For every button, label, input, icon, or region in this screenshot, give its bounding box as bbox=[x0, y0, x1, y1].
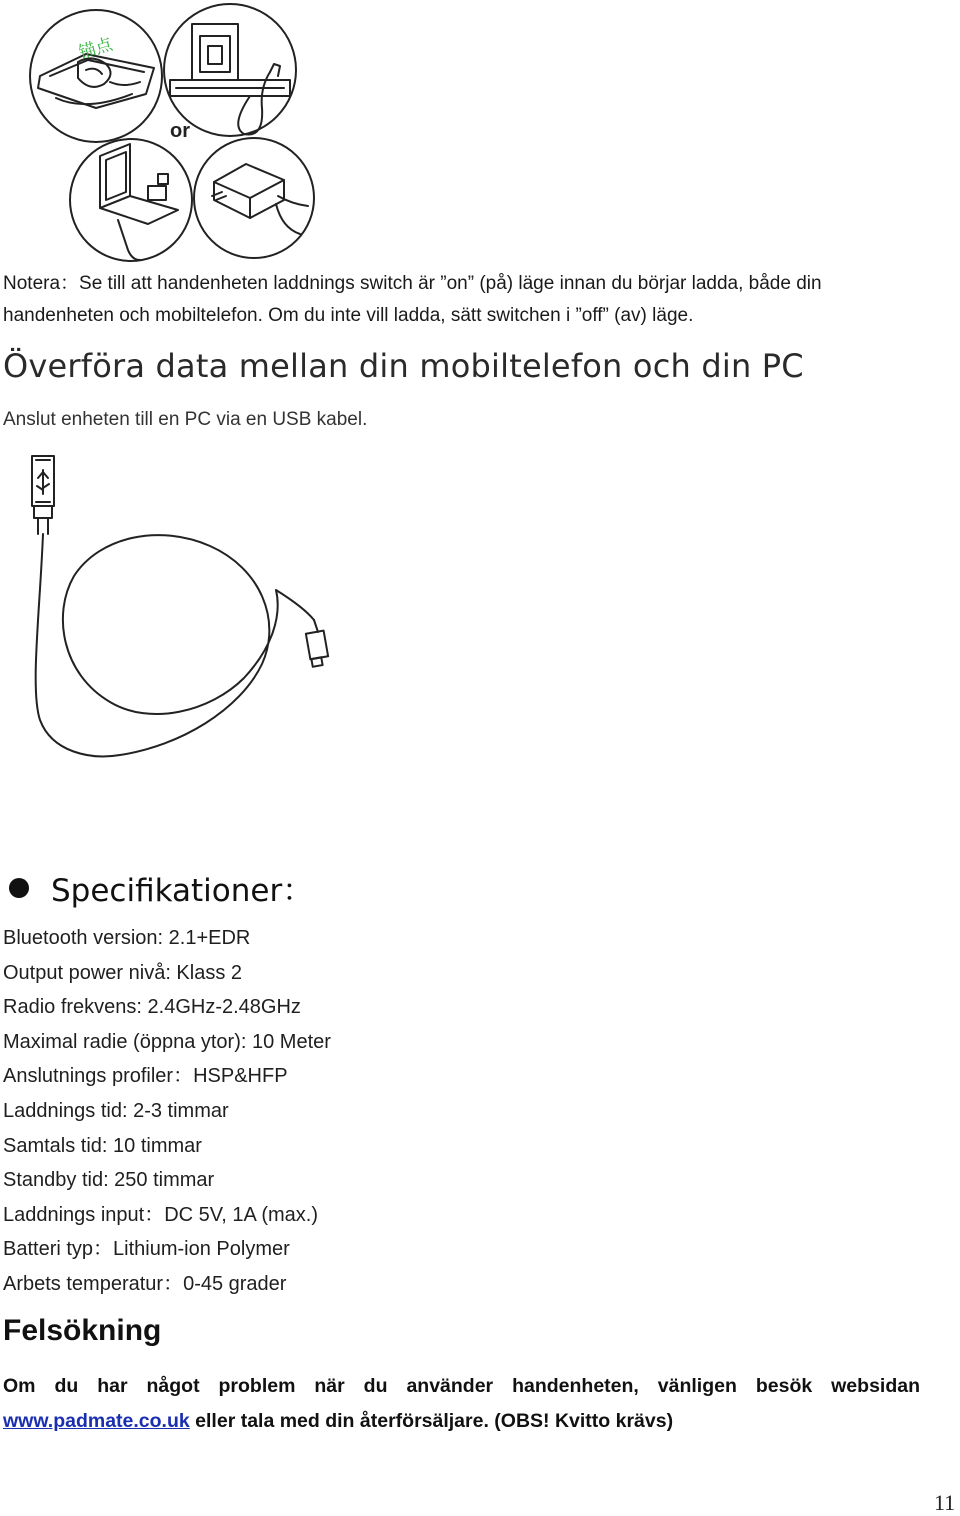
specifications-list bbox=[3, 921, 331, 1302]
spec-item: Output power nivå: Klass 2 bbox=[3, 961, 243, 984]
specifications-title: Specifikationer： bbox=[51, 873, 314, 909]
specifications-heading bbox=[3, 865, 313, 910]
spec-item: Arbets temperatur：0-45 grader bbox=[3, 1272, 287, 1295]
spec-item: Laddnings tid: 2-3 timmar bbox=[3, 1099, 229, 1122]
bullet-icon bbox=[9, 878, 29, 898]
anchor-stamp: 锚点 bbox=[76, 34, 115, 64]
spec-item: Anslutnings profiler：HSP&HFP bbox=[3, 1065, 288, 1088]
transfer-instruction: Anslut enheten till en PC via en USB kabel. bbox=[3, 409, 368, 430]
spec-item: Batteri typ：Lithium-ion Polymer bbox=[3, 1238, 290, 1261]
spec-item: Bluetooth version: 2.1+EDR bbox=[3, 927, 251, 949]
troubleshooting-text bbox=[3, 1369, 920, 1439]
adapter-charging-circle bbox=[192, 134, 316, 262]
micro-usb-plug-icon bbox=[306, 631, 328, 660]
troubleshooting-text-before: Om du har något problem när du använder handenheten, vänligen besök websidan bbox=[3, 1375, 920, 1397]
or-label: or bbox=[170, 120, 190, 142]
note-line-1: Notera：Se till att handenheten laddnings switch är ”on” (på) läge innan du börjar ladda, både din bbox=[3, 273, 822, 294]
usb-cable-illustration bbox=[0, 450, 360, 780]
note-line-2: handenheten och mobiltelefon. Om du inte vill ladda, sätt switchen i ”off” (av) läge. bbox=[3, 305, 694, 326]
troubleshooting-heading: Felsökning bbox=[3, 1314, 162, 1347]
charging-note bbox=[3, 268, 933, 332]
troubleshooting-text-after: eller tala med din återförsäljare. (OBS! Kvitto krävs) bbox=[189, 1410, 674, 1432]
spec-item: Maximal radie (öppna ytor): 10 Meter bbox=[3, 1030, 331, 1053]
spec-item: Standby tid: 250 timmar bbox=[3, 1169, 215, 1192]
dock-charging-circle bbox=[162, 0, 298, 140]
padmate-website-link[interactable]: www.padmate.co.uk bbox=[3, 1410, 190, 1432]
transfer-heading: Överföra data mellan din mobiltelefon och din PC bbox=[3, 347, 804, 385]
spec-item: Radio frekvens: 2.4GHz-2.48GHz bbox=[3, 996, 301, 1019]
earpiece-charging-circle bbox=[26, 6, 166, 146]
spec-item: Laddnings input：DC 5V, 1A (max.) bbox=[3, 1203, 318, 1226]
page-number: 11 bbox=[934, 1490, 956, 1515]
spec-item: Samtals tid: 10 timmar bbox=[3, 1134, 202, 1157]
laptop-charging-circle bbox=[66, 136, 196, 264]
